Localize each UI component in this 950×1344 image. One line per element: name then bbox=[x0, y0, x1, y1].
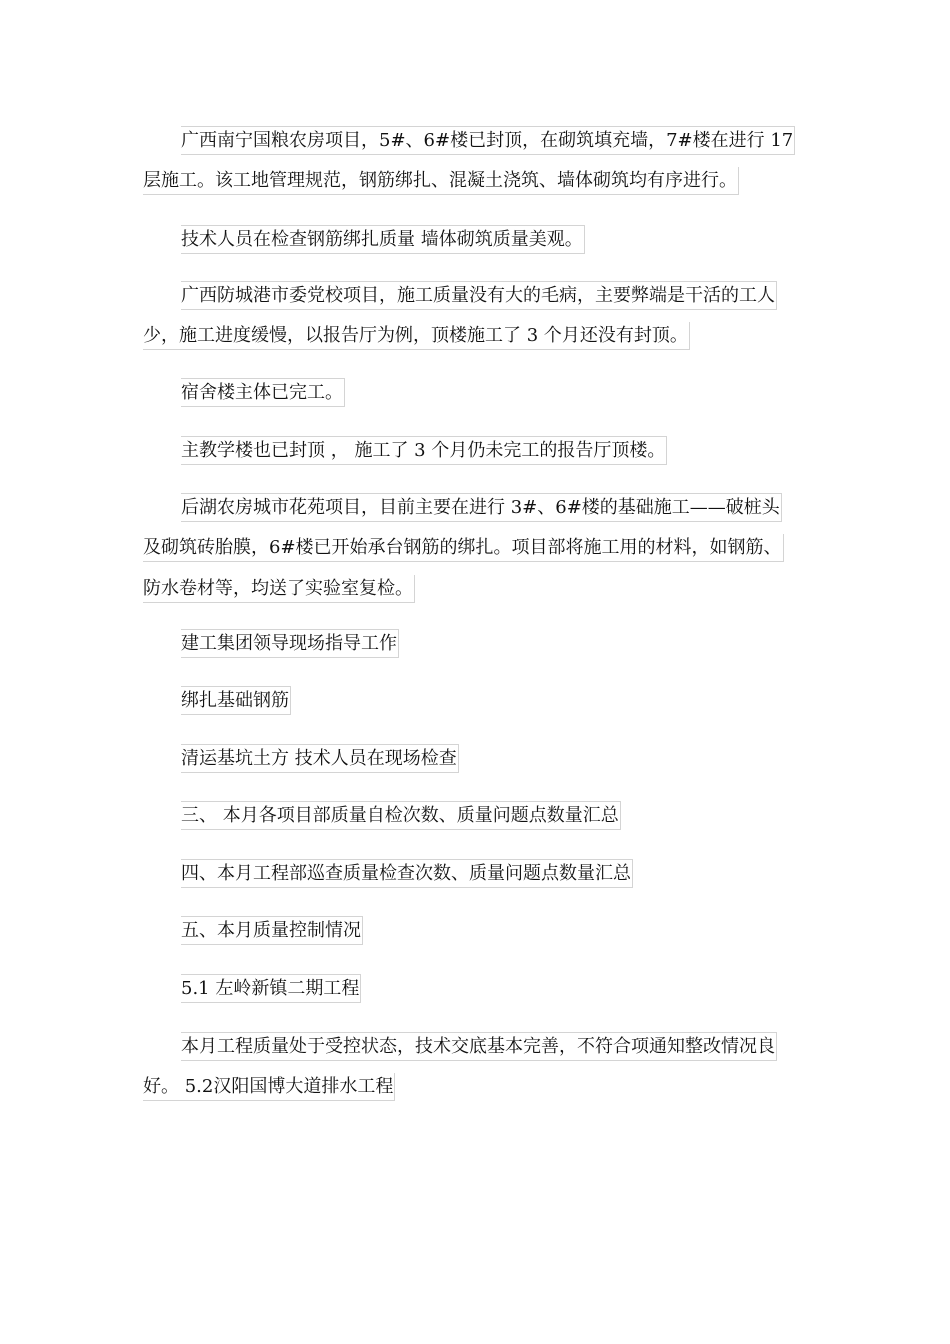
paragraph-fangchenggang-party-school bbox=[143, 274, 813, 356]
text-line: 宿舍楼主体已完工。 bbox=[143, 371, 813, 412]
heading-section-5 bbox=[143, 909, 813, 950]
text-line: 主教学楼也已封顶 ， 施工了 3 个月仍未完工的报告厅顶楼。 bbox=[143, 429, 813, 470]
paragraph-nanning-guoliang bbox=[143, 119, 813, 201]
text-line: 后湖农房城市花苑项目，目前主要在进行 3#、6#楼的基础施工——破桩头 bbox=[143, 486, 813, 527]
text-line: 广西防城港市委党校项目，施工质量没有大的毛病，主要弊端是干活的工人 bbox=[143, 274, 813, 315]
text-line: 建工集团领导现场指导工作 bbox=[143, 622, 813, 663]
text-line: 五、本月质量控制情况 bbox=[143, 909, 813, 950]
text-line: 广西南宁国粮农房项目，5#、6#楼已封顶，在砌筑填充墙，7#楼在进行 17 bbox=[143, 119, 813, 160]
text-line: 少，施工进度缓慢，以报告厅为例，顶楼施工了 3 个月还没有封顶。 bbox=[143, 315, 813, 356]
text-line: 三、 本月各项目部质量自检次数、质量问题点数量汇总 bbox=[143, 794, 813, 835]
text-line: 及砌筑砖胎膜，6#楼已开始承台钢筋的绑扎。项目部将施工用的材料，如钢筋、 bbox=[143, 527, 813, 568]
text-line: 层施工。该工地管理规范，钢筋绑扎、混凝土浇筑、墙体砌筑均有序进行。 bbox=[143, 160, 813, 201]
caption-excavation bbox=[143, 737, 813, 778]
text-line: 5.1 左岭新镇二期工程 bbox=[143, 967, 813, 1008]
caption-foundation-rebar bbox=[143, 679, 813, 720]
text-line: 清运基坑土方 技术人员在现场检查 bbox=[143, 737, 813, 778]
text-line: 技术人员在检查钢筋绑扎质量 墙体砌筑质量美观。 bbox=[143, 218, 813, 259]
text-line: 防水卷材等，均送了实验室复检。 bbox=[143, 568, 813, 609]
paragraph-quality-control bbox=[143, 1025, 813, 1107]
caption-dormitory bbox=[143, 371, 813, 412]
caption-leadership-guidance bbox=[143, 622, 813, 663]
heading-section-3 bbox=[143, 794, 813, 835]
paragraph-houhu-garden bbox=[143, 486, 813, 609]
heading-section-4 bbox=[143, 852, 813, 893]
caption-main-teaching-building bbox=[143, 429, 813, 470]
heading-section-5-1 bbox=[143, 967, 813, 1008]
text-line: 本月工程质量处于受控状态，技术交底基本完善，不符合项通知整改情况良 bbox=[143, 1025, 813, 1066]
caption-rebar-inspection bbox=[143, 218, 813, 259]
text-line: 四、本月工程部巡查质量检查次数、质量问题点数量汇总 bbox=[143, 852, 813, 893]
text-line: 好。 5.2汉阳国博大道排水工程 bbox=[143, 1066, 813, 1107]
text-line: 绑扎基础钢筋 bbox=[143, 679, 813, 720]
